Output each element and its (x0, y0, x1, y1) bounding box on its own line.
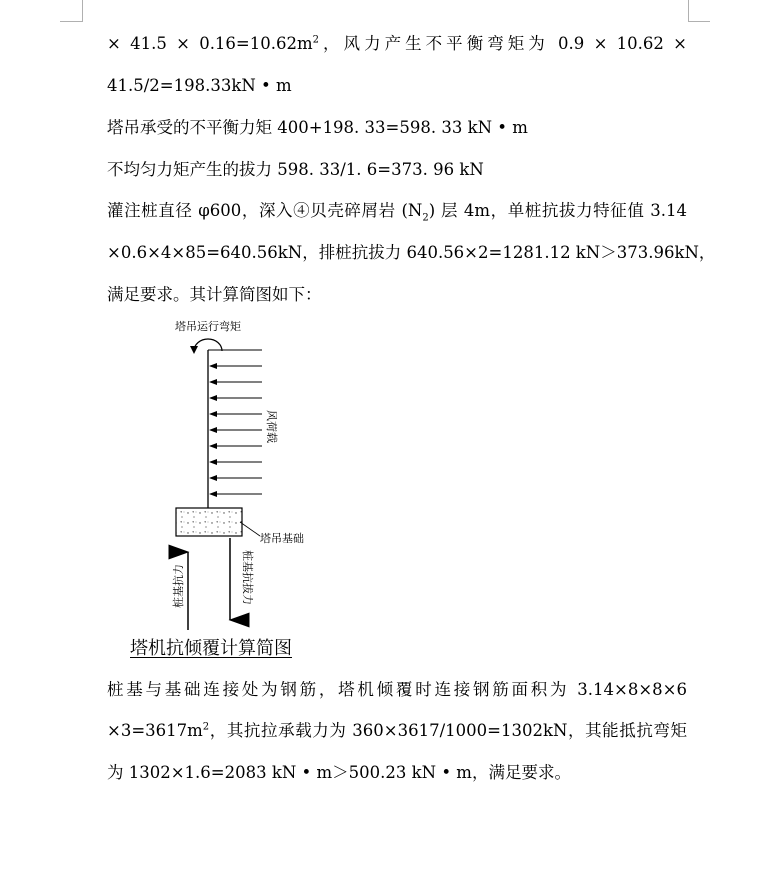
moment-label: 塔吊运行弯矩 (175, 320, 241, 333)
text-line-5: 灌注桩直径 φ600，深入④贝壳碎屑岩 $(N_2)$ 层 4m，单桩抗拔力特征值 3.14 (107, 201, 687, 224)
text-line-2: 41.5/2=198.33kN • m (107, 76, 292, 95)
text-line-6: ×0.6×4×85=640.56kN，排桩抗拔力 640.56×2=1281.12 kN＞373.96kN， (107, 243, 716, 262)
overturning-diagram (150, 310, 370, 640)
tower-foundation (176, 508, 242, 536)
text-line-8: 桩基与基础连接处为钢筋，塔机倾覆时连接钢筋面积为 3.14×8×8×6 (107, 680, 687, 699)
pullout-force-label: 桩基抗拔力 (241, 550, 254, 605)
text-line-7: 满足要求。其计算简图如下： (107, 285, 322, 304)
diagram-caption: 塔机抗倾覆计算简图 (130, 638, 292, 659)
text-line-10: 为 1302×1.6=2083 kN • m＞500.23 kN • m，满足要求。 (107, 763, 571, 782)
foundation-label: 塔吊基础 (260, 532, 304, 545)
pile-resistance-label: 桩基抗力 (172, 564, 185, 608)
text-line-1: × $41.5 \times 0.16=10.62m^2$，风力产生不平衡弯矩为 0.9 × 10.62 × (107, 34, 687, 53)
wind-load-label: 风荷载 (265, 410, 278, 443)
text-line-9: $\times 3=3617m^2$，其抗拉承载力为 360×3617/1000=1302kN，其能抵抗弯矩 (107, 721, 687, 740)
crop-mark-left-vertical (82, 0, 83, 22)
crop-mark-left-horizontal (60, 21, 82, 22)
moment-arrow (194, 339, 222, 351)
text-line-4: 不均匀力矩产生的拔力 598. 33/1. 6=373. 96 kN (107, 160, 484, 179)
crop-mark-right-vertical (688, 0, 689, 22)
wind-load-arrows (210, 366, 262, 494)
crop-mark-right-horizontal (688, 21, 710, 22)
text-line-3: 塔吊承受的不平衡力矩 400+198. 33=598. 33 kN • m (107, 118, 528, 137)
